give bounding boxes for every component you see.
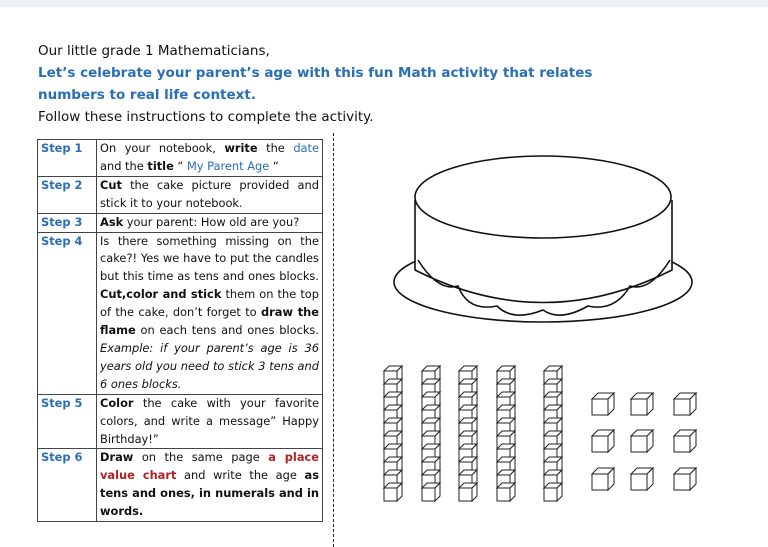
step-text-part: On your notebook,	[100, 141, 225, 155]
step-text-part: Cut,color and stick	[100, 287, 222, 302]
tens-rod-icon	[459, 366, 477, 501]
headline-line-2: numbers to real life context.	[38, 87, 256, 103]
step-text-part: Draw	[100, 450, 134, 465]
step-text-part: the cake with your favorite colors, and write a message” Happy Birthday!”	[100, 395, 319, 446]
step-text-part: Cut	[100, 177, 122, 192]
ones-cube-icon	[592, 393, 614, 415]
step-text-part: Example: if your parent’s age is 36 years old you need to stick 3 tens and 6 ones blocks.	[100, 340, 319, 391]
step-text-part: on the same page	[133, 450, 269, 465]
ones-cube-icon	[631, 393, 653, 415]
step-text-part: the	[257, 141, 294, 155]
step-label: Step 4	[38, 232, 97, 394]
cake-icon	[394, 156, 692, 322]
step-text-part: as tens and ones, in numerals and in words.	[100, 468, 319, 519]
tens-rod-icon	[497, 366, 515, 501]
step-text-part: and write the age	[176, 468, 305, 483]
step-text-part: “	[173, 158, 187, 173]
ones-cube-icon	[674, 430, 696, 452]
step-text-part: date	[293, 141, 319, 155]
step-label: Step 2	[38, 176, 97, 213]
ones-cube-icon	[674, 468, 696, 490]
step-text-part: Is there something missing on the cake?! Yes we have to put the candles but this time as tens and ones blocks.	[100, 233, 319, 284]
step-text-part: draw the flame	[100, 305, 319, 338]
ones-cube-icon	[592, 468, 614, 490]
step-text-part: My Parent Age	[186, 158, 270, 173]
step-text-part: write	[224, 141, 258, 155]
ones-cube-icon	[674, 393, 696, 415]
headline-line-1: Let’s celebrate your parent’s age with this fun Math activity that relates	[38, 65, 593, 81]
ones-cube-icon	[631, 430, 653, 452]
step-text-part: title	[147, 158, 174, 173]
step-text-part: them on the top of the cake, don’t forget to	[100, 287, 319, 320]
place-value-blocks	[384, 366, 696, 501]
step-text-part: a place value chart	[100, 450, 320, 483]
ones-cube-icon	[631, 468, 653, 490]
step-label: Step 3	[38, 213, 97, 232]
tens-rod-icon	[384, 366, 402, 501]
step-label: Step 1	[38, 140, 97, 177]
step-text-part: Ask	[100, 214, 124, 229]
greeting: Our little grade 1 Mathematicians,	[38, 43, 270, 59]
cake-top	[415, 156, 671, 238]
step-text-part: on each tens and ones blocks.	[135, 323, 319, 338]
step-label: Step 6	[38, 449, 97, 522]
tens-rod-icon	[544, 366, 562, 501]
step-label: Step 5	[38, 394, 97, 449]
tens-rod-icon	[422, 366, 440, 501]
step-text-part: and the	[100, 158, 148, 173]
instructions-lead: Follow these instructions to complete the activity.	[38, 109, 374, 125]
step-text-part: the cake picture provided and stick it to your notebook.	[100, 177, 319, 210]
ones-cube-icon	[592, 430, 614, 452]
step-text-part: your parent: How old are you?	[123, 214, 300, 229]
step-text-part: “	[269, 158, 279, 173]
step-text-part: Color	[100, 395, 134, 410]
